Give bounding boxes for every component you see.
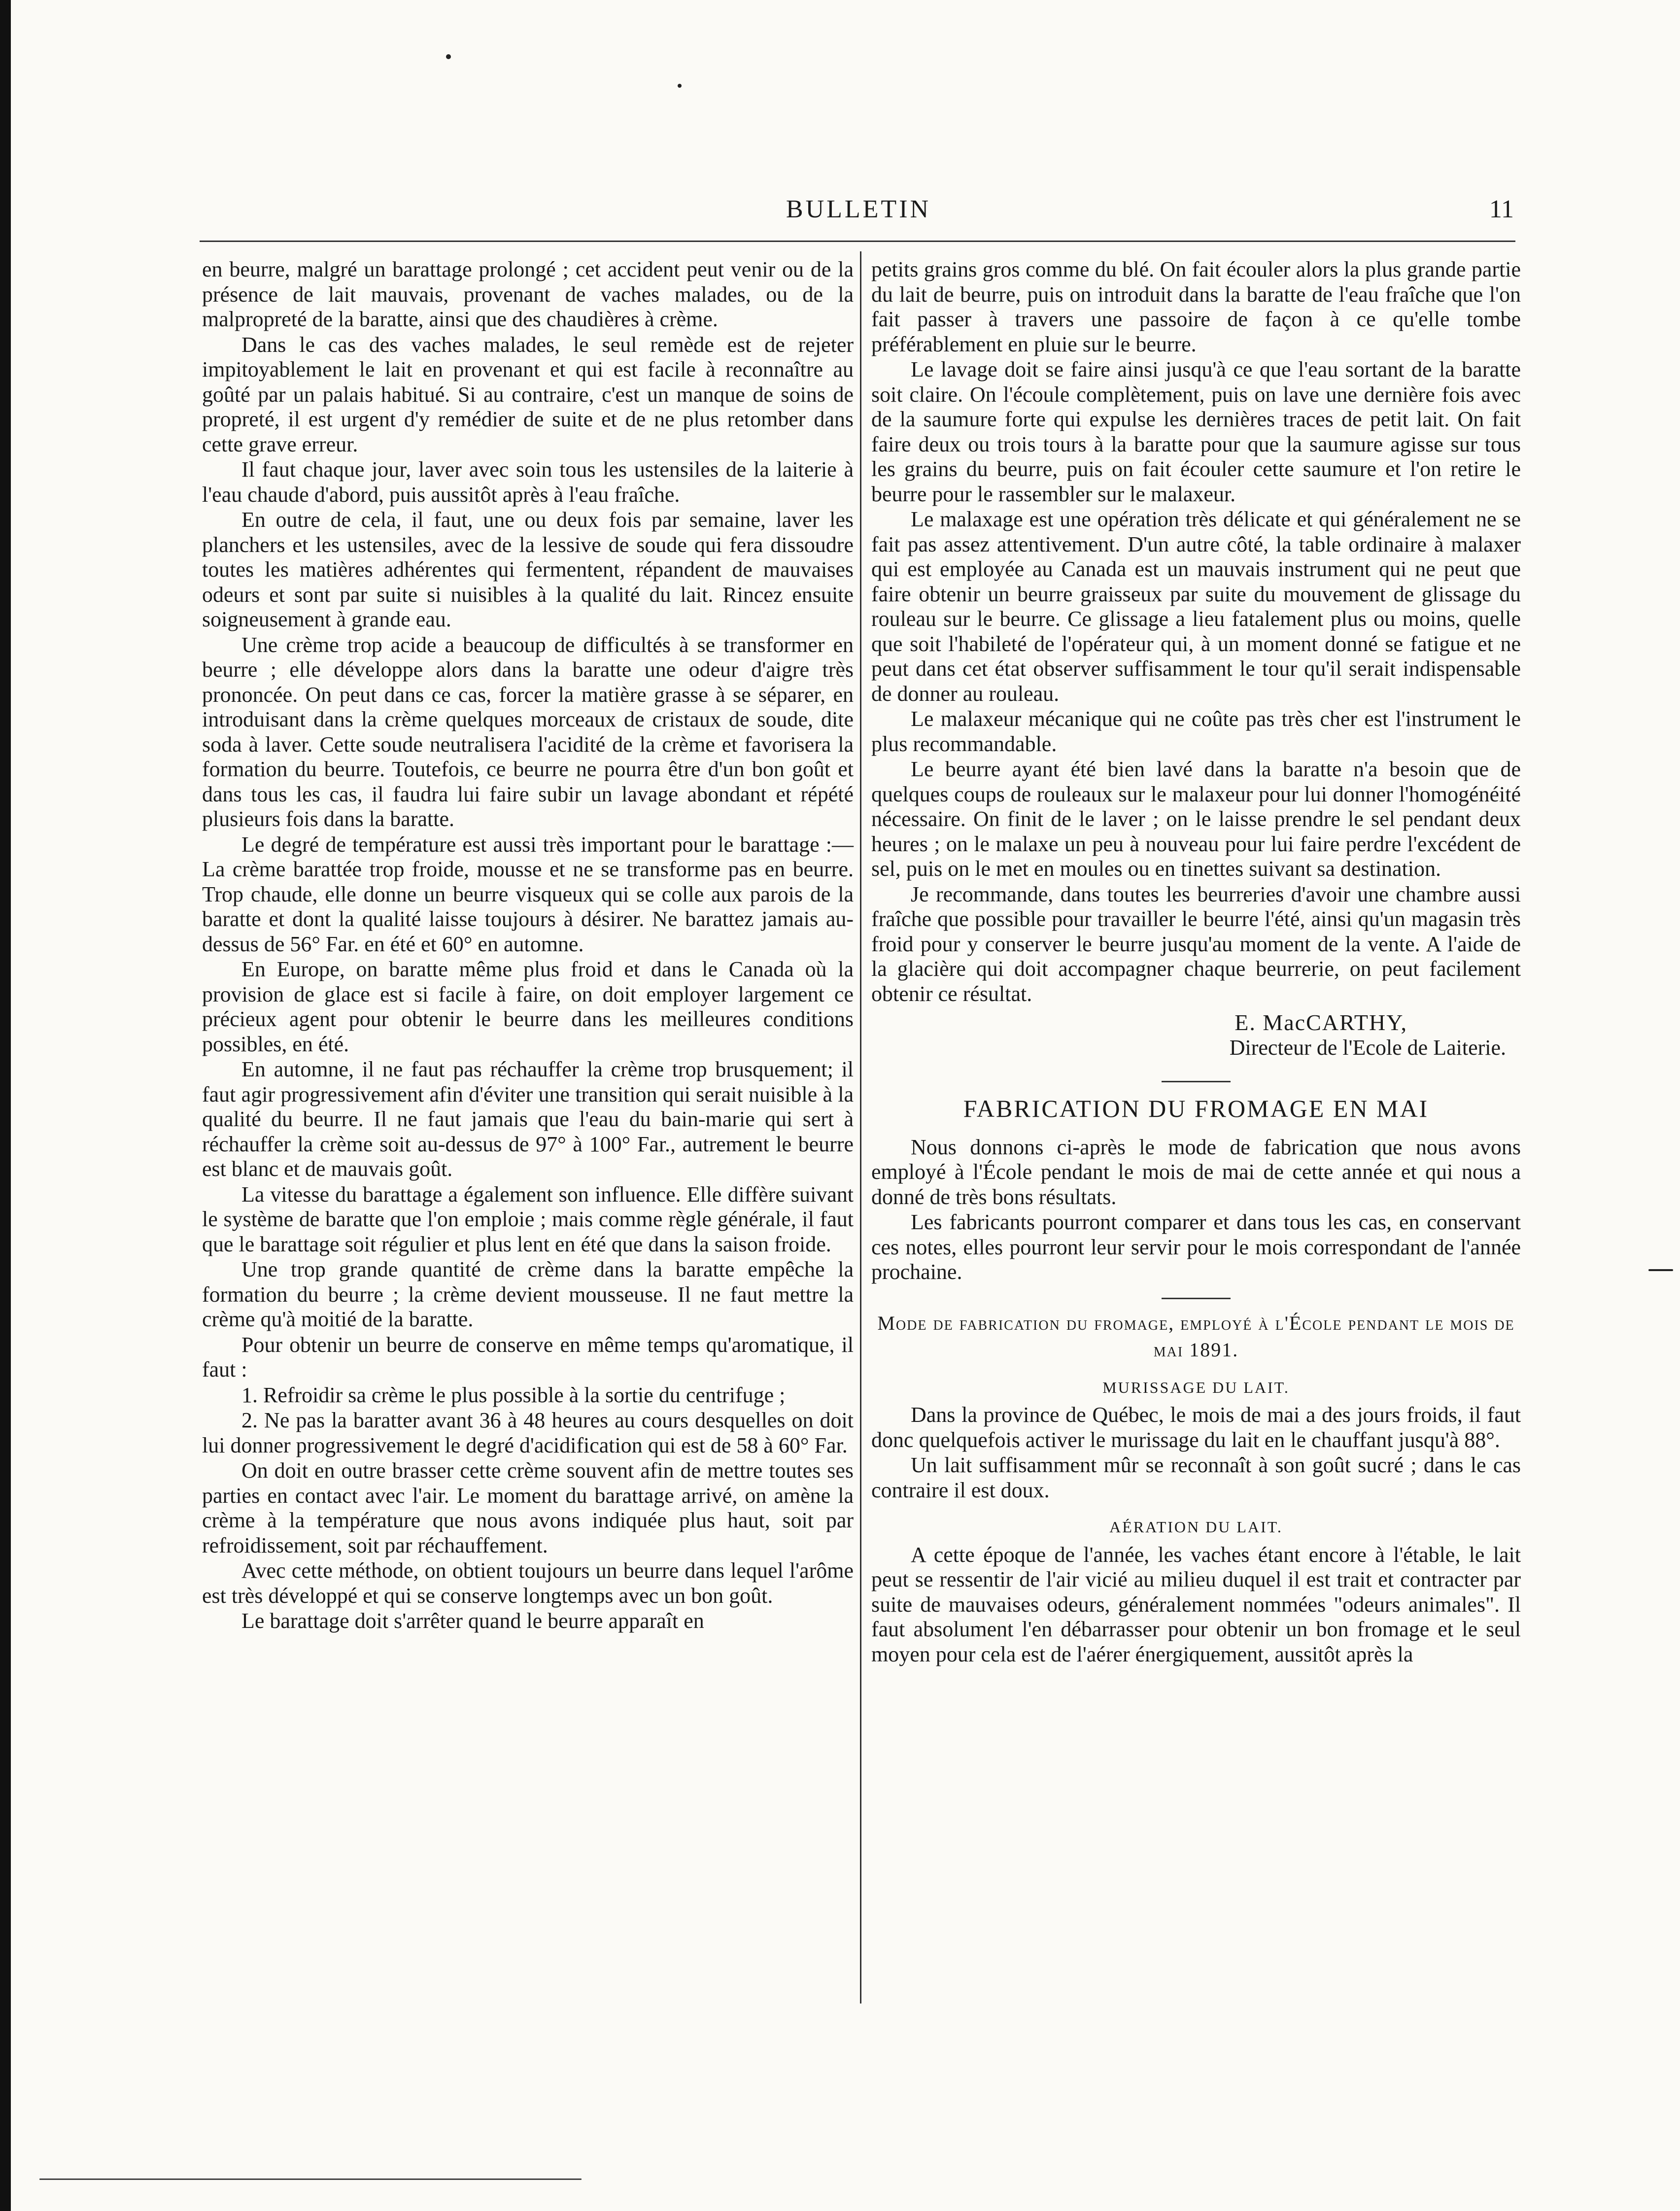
page-number: 11 xyxy=(1489,195,1514,223)
scan-speck xyxy=(446,54,451,59)
running-title: BULLETIN xyxy=(786,195,931,223)
subsection-rule xyxy=(1162,1298,1231,1299)
scan-speck xyxy=(1648,1269,1673,1271)
signature-title: Directeur de l'Ecole de Laiterie. xyxy=(1229,1035,1506,1060)
paragraph: A cette époque de l'année, les vaches étant encore à l'étable, le lait peut se ressentir de l'air vicié au milieu duquel il est trait et contracter par suite de mauvaises odeurs, généralement nommées "odeurs animales". Il faut absolument l'en débarrasser pour obtenir un bon fromage et le seul moyen pour cela est de l'aérer énergiquement, aussitôt après la xyxy=(871,1542,1521,1666)
paragraph: Nous donnons ci-après le mode de fabrication que nous avons employé à l'École pendant le mois de mai de cette année et qui nous a donné de très bons résultats. xyxy=(871,1135,1521,1209)
method-heading: Mode de fabrication du fromage, employé à l'École pendant le mois de mai 1891. xyxy=(877,1312,1515,1361)
signature-name: E. MacCARTHY, xyxy=(1234,1010,1407,1035)
paragraph: Dans le cas des vaches malades, le seul remède est de rejeter impitoyablement le lait en provenant et qui est facile à reconnaître au goûté par un palais habitué. Si au contraire, c'est un manque de soins de propreté, il est urgent d'y remédier de suite et de ne plus retomber dans cette grave erreur. xyxy=(202,332,854,456)
paragraph: Le malaxage est une opération très délicate et qui généralement ne se fait pas assez attentivement. D'un autre côté, la table ordinaire à malaxer qui est employée au Canada est un mauvais instrument qui ne peut que faire obtenir un beurre graisseux par suite du mouvement de glissage du rouleau sur le beurre. Ce glissage a lieu fatalement plus ou moins, quelle que soit l'habileté de l'opérateur qui, à un moment donné se fatigue et ne peut dans cet état observer suffisamment le tour qu'il serait indispensable de donner au rouleau. xyxy=(871,507,1521,706)
paragraph: en beurre, malgré un barattage prolongé ; cet accident peut venir ou de la présence de lait mauvais, provenant de vaches malades, ou de la malpropreté de la baratte, ainsi que des chaudières à crème. xyxy=(202,257,854,331)
section-rule xyxy=(1162,1081,1231,1082)
column-divider xyxy=(860,251,861,2004)
paragraph: Dans la province de Québec, le mois de mai a des jours froids, il faut donc quelquefois activer le murissage du lait en le chauffant jusqu'à 88°. xyxy=(871,1403,1521,1452)
paragraph: La vitesse du barattage a également son influence. Elle diffère suivant le système de baratte que l'on emploie ; mais comme règle générale, il faut que le barattage soit régulier et plus lent en été que dans la saison froide. xyxy=(202,1182,854,1256)
paragraph: Les fabricants pourront comparer et dans tous les cas, en conservant ces notes, elles pourront leur servir pour le mois correspondant de l'année prochaine. xyxy=(871,1210,1521,1284)
page-header xyxy=(203,195,1514,234)
paragraph: petits grains gros comme du blé. On fait écouler alors la plus grande partie du lait de beurre, puis on introduit dans la baratte de l'eau fraîche que l'on fait passer à travers une passoire de façon à ce qu'elle tombe préférablement en pluie sur le beurre. xyxy=(871,257,1521,356)
paragraph: On doit en outre brasser cette crème souvent afin de mettre toutes ses parties en contact avec l'air. Le moment du barattage arrivé, on amène la crème à la température que nous avons indiquée plus haut, soit par refroidissement, soit par réchauffement. xyxy=(202,1458,854,1557)
list-item: 1. Refroidir sa crème le plus possible à la sortie du centrifuge ; xyxy=(241,1382,786,1407)
scan-speck xyxy=(678,84,682,88)
paragraph: Je recommande, dans toutes les beurreries d'avoir une chambre aussi fraîche que possible pour travailler le beurre l'été, ainsi qu'un magasin très froid pour y conserver le beurre jusqu'au moment de la vente. A l'aide de la glacière qui doit accompagner chaque beurrerie, on peut facilement obtenir ce résultat. xyxy=(871,882,1521,1006)
paragraph: En outre de cela, il faut, une ou deux fois par semaine, laver les planchers et les ustensiles, avec de la lessive de soude qui fera dissoudre toutes les matières adhérentes qui fermentent, répandent de mauvaises odeurs et sont par suite si nuisibles à la qualité du lait. Rincez ensuite soigneusement à grande eau. xyxy=(202,508,854,631)
list-item: 2. Ne pas la baratter avant 36 à 48 heures au cours desquelles on doit lui donner progressivement le degré d'acidification qui est de 58 à 60° Far. xyxy=(202,1408,854,1457)
paragraph: Le barattage doit s'arrêter quand le beurre apparaît en xyxy=(241,1609,704,1633)
paragraph: Il faut chaque jour, laver avec soin tous les ustensiles de la laiterie à l'eau chaude d'abord, puis aussitôt après à l'eau fraîche. xyxy=(202,457,854,507)
paragraph: Un lait suffisamment mûr se reconnaît à son goût sucré ; dans le cas contraire il est doux. xyxy=(871,1453,1521,1502)
left-column xyxy=(202,257,854,1634)
paragraph: Pour obtenir un beurre de conserve en même temps qu'aromatique, il faut : xyxy=(202,1332,854,1382)
paragraph: Le degré de température est aussi très important pour le barattage :—La crème barattée trop froide, mousse et ne se transforme pas en beurre. Trop chaude, elle donne un beurre visqueux qui se colle aux parois de la baratte et dont la qualité laisse toujours à désirer. Ne barattez jamais au-dessus de 56° Far. en été et 60° en automne. xyxy=(202,832,854,956)
scan-speck xyxy=(39,2178,582,2180)
paragraph: Une trop grande quantité de crème dans la baratte empêche la formation du beurre ; la crème devient mousseuse. Il ne faut mettre la crème qu'à moitié de la baratte. xyxy=(202,1257,854,1331)
paragraph: En Europe, on baratte même plus froid et dans le Canada où la provision de glace est si facile à faire, on doit employer largement ce précieux agent pour obtenir le beurre dans les meilleures conditions possibles, en été. xyxy=(202,957,854,1056)
paragraph: Le malaxeur mécanique qui ne coûte pas très cher est l'instrument le plus recommandable. xyxy=(871,707,1521,756)
scan-edge xyxy=(0,0,11,2211)
paragraph: Avec cette méthode, on obtient toujours un beurre dans lequel l'arôme est très développé et qui se conserve longtemps avec un bon goût. xyxy=(202,1558,854,1608)
section-title: FABRICATION DU FROMAGE EN MAI xyxy=(963,1095,1429,1122)
paragraph: Le lavage doit se faire ainsi jusqu'à ce que l'eau sortant de la baratte soit claire. On l'écoule complètement, puis on lave une dernière fois avec de la saumure forte qui expulse les dernières traces de petit lait. On fait faire deux ou trois tours à la baratte pour que la saumure agisse sur tous les grains du beurre, puis on fait écouler cette saumure et l'on retire le beurre pour le rassembler sur le malaxeur. xyxy=(871,357,1521,506)
murissage-heading: MURISSAGE DU LAIT. xyxy=(1102,1378,1290,1396)
header-rule xyxy=(200,241,1515,242)
right-column xyxy=(871,257,1521,1667)
paragraph: En automne, il ne faut pas réchauffer la crème trop brusquement; il faut agir progressivement afin d'éviter une transition qui serait nuisible à la qualité du beurre. Il ne faut jamais que l'eau du bain-marie qui sert à réchauffer la crème soit au-dessus de 97° à 100° Far., autrement le beurre est blanc et de mauvais goût. xyxy=(202,1057,854,1181)
paragraph: Une crème trop acide a beaucoup de difficultés à se transformer en beurre ; elle développe alors dans la baratte une odeur d'aigre très prononcée. On peut dans ce cas, forcer la matière grasse à se séparer, en introduisant dans la crème quelques morceaux de cristaux de soude, dite soda à laver. Cette soude neutralisera l'acidité de la crème et favorisera la formation du beurre. Toutefois, ce beurre ne pourra être d'un bon goût et dans tous les cas, il faudra lui faire subir un lavage abondant et répété plusieurs fois dans la baratte. xyxy=(202,632,854,831)
aeration-heading: AÉRATION DU LAIT. xyxy=(1109,1518,1283,1536)
paragraph: Le beurre ayant été bien lavé dans la baratte n'a besoin que de quelques coups de rouleaux sur le malaxeur pour lui donner l'homogénéité nécessaire. On finit de le laver ; on le laisse prendre le sel pendant deux heures ; on le malaxe un peu à nouveau pour lui faire perdre l'excédent de sel, puis on le met en moules ou en tinettes suivant sa destination. xyxy=(871,757,1521,881)
